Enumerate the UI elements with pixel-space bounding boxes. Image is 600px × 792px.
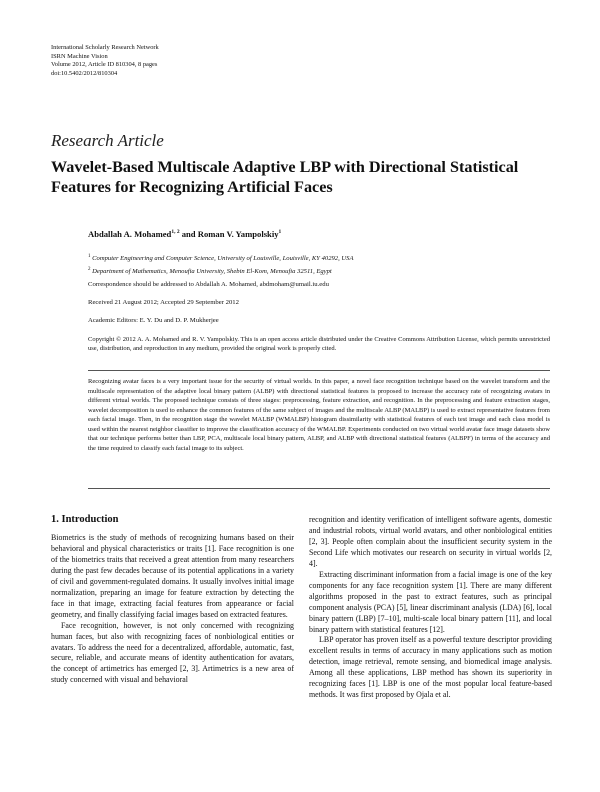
academic-editors: Academic Editors: E. Y. Du and D. P. Mukherjee (88, 317, 219, 324)
article-type: Research Article (51, 131, 164, 150)
journal-header (51, 44, 159, 79)
affiliations (88, 252, 354, 277)
section-heading: 1. Introduction (51, 514, 119, 525)
paper-title: Wavelet-Based Multiscale Adaptive LBP with Directional Statistical Features for Recognizing Artificial Faces (51, 158, 519, 196)
affiliation-2-sup: 2 (88, 266, 91, 272)
correspondence: Correspondence should be addressed to Abdallah A. Mohamed, abdmoham@umail.iu.edu (88, 281, 329, 288)
paragraph: Biometrics is the study of methods of recognizing humans based on their behavioral and physical characteristics or traits [1]. Face recognition is one of the biometrics traits that received a great attention from many researchers during the past few decades because of its potential applications in a variety of civil and government-regulated domains. It usually involves initial image normalization, preparing an image for feature extraction by detecting the face in that image, extracting facial features from appearance or facial geometry, and finally classifying facial images based on extracted features. (51, 533, 294, 619)
paragraph: recognition and identity verification of intelligent software agents, domestic and industrial robots, virtual world avatars, and other nonbiological entities [2, 3]. People often complain about the insufficient security system in the Second Life which motivates our research on security in virtual worlds [2, 4]. (309, 515, 552, 568)
paragraph: Face recognition, however, is not only concerned with recognizing human faces, but also with recognizing faces of nonbiological entities or avatars. To address the need for a decentralized, affordable, automatic, fast, secure, reliable, and accurate means of identity authentication for avatars, the concept of artimetrics has emerged [2, 3]. Artimetrics is a new area of study concerned with visual and behavioral (51, 620, 294, 685)
author-2: Roman V. Yampolskiy (197, 229, 279, 239)
abstract: Recognizing avatar faces is a very important issue for the security of virtual worlds. In this paper, a novel face recognition technique based on the wavelet transform and the multiscale representation of the adaptive local binary pattern (ALBP) with directional statistical features is proposed to increase the accuracy rate of recognizing avatars in different virtual worlds. The proposed technique consists of three stages: preprocessing, feature extraction, and recognition. In the preprocessing and feature extraction stages, wavelet decomposition is used to enhance the common features of the same subject of images and the multiscale ALBP (MALBP) is used to extract representative features from each facial image. Then, in the recognition stage the wavelet MALBP (WMALBP) histogram dissimilarity with statistical features of each test image and each class model is used within the nearest neighbor classifier to improve the classification accuracy of the WMALBP. Experiments conducted on two virtual world avatar face image datasets show that our technique performs better than LBP, PCA, multiscale local binary pattern, ALBP, and ALBP with directional statistical features (ALBPF) in terms of the accuracy and the time required to classify each facial image to its subject. (88, 378, 550, 452)
affiliation-1 (88, 252, 354, 265)
journal-subname: ISRN Machine Vision (51, 52, 108, 60)
divider (88, 370, 550, 371)
author-1: Abdallah A. Mohamed (88, 229, 172, 239)
divider (88, 488, 550, 489)
copyright-notice: Copyright © 2012 A. A. Mohamed and R. V. Yampolskiy. This is an open access article distributed under the Creative Commons Attribution License, which permits unrestricted use, distribution, and reproduction in any medium, provided the original work is properly cited. (88, 336, 550, 353)
author-2-affil: 1 (278, 229, 282, 236)
author-line (88, 229, 281, 239)
author-1-affil: 1, 2 (171, 229, 180, 236)
paragraph: LBP operator has proven itself as a powerful texture descriptor providing excellent results in terms of accuracy in many applications such as motion detection, image retrieval, remote sensing, and biomedical image analysis. Among all these applications, LBP method has shown its superiority in recognizing faces [1]. LBP is one of the most popular local feature-based methods. It was first proposed by Ojala et al. (309, 635, 552, 700)
dates: Received 21 August 2012; Accepted 29 September 2012 (88, 299, 239, 306)
right-column (309, 515, 552, 701)
author-conjunction: and (179, 229, 198, 239)
affiliation-2 (88, 265, 354, 278)
journal-name: International Scholarly Research Network (51, 44, 159, 51)
left-column (51, 533, 294, 686)
paragraph: Extracting discriminant information from a facial image is one of the key components for any face recognition system [1]. There are many different algorithms proposed in the past to extract features, such as principal component analysis (PCA) [5], linear discriminant analysis (LDA) [6], local binary pattern (LBP) [7–10], multi-scale local binary pattern [11], and local binary pattern with statistical features [12]. (309, 569, 552, 634)
volume-info: Volume 2012, Article ID 810304, 8 pages (51, 61, 158, 69)
affiliation-1-sup: 1 (88, 254, 91, 259)
doi-link[interactable]: doi:10.5402/2012/810304 (51, 70, 118, 78)
affiliation-2-text: Department of Mathematics, Menoufia University, Shebin El-Kom, Menoufia 32511, Egypt (90, 267, 332, 275)
affiliation-1-text: Computer Engineering and Computer Science, University of Louisville, Louisville, KY 40292, USA (90, 255, 354, 263)
